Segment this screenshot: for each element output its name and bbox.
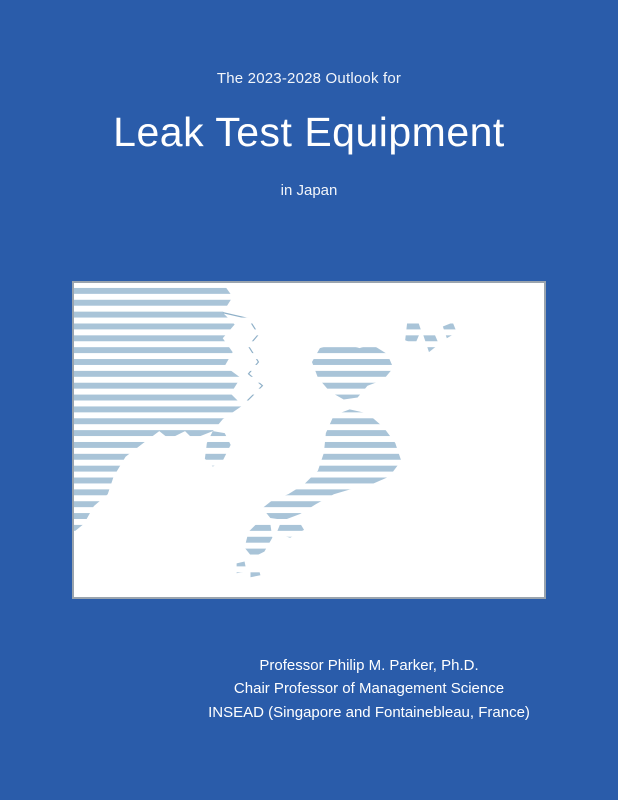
cover-supertitle: The 2023-2028 Outlook for — [216, 70, 402, 87]
author-affiliation: INSEAD (Singapore and Fontainebleau, France) — [208, 703, 530, 721]
cover-subtitle: in Japan — [280, 182, 338, 200]
author-role: Chair Professor of Management Science — [233, 680, 505, 698]
page-title: Leak Test Equipment — [113, 109, 505, 155]
title-block — [0, 70, 618, 199]
japan-region-map — [72, 281, 546, 599]
author-name: Professor Philip M. Parker, Ph.D. — [259, 657, 479, 674]
author-block — [0, 654, 618, 724]
map-graphic — [74, 283, 544, 597]
